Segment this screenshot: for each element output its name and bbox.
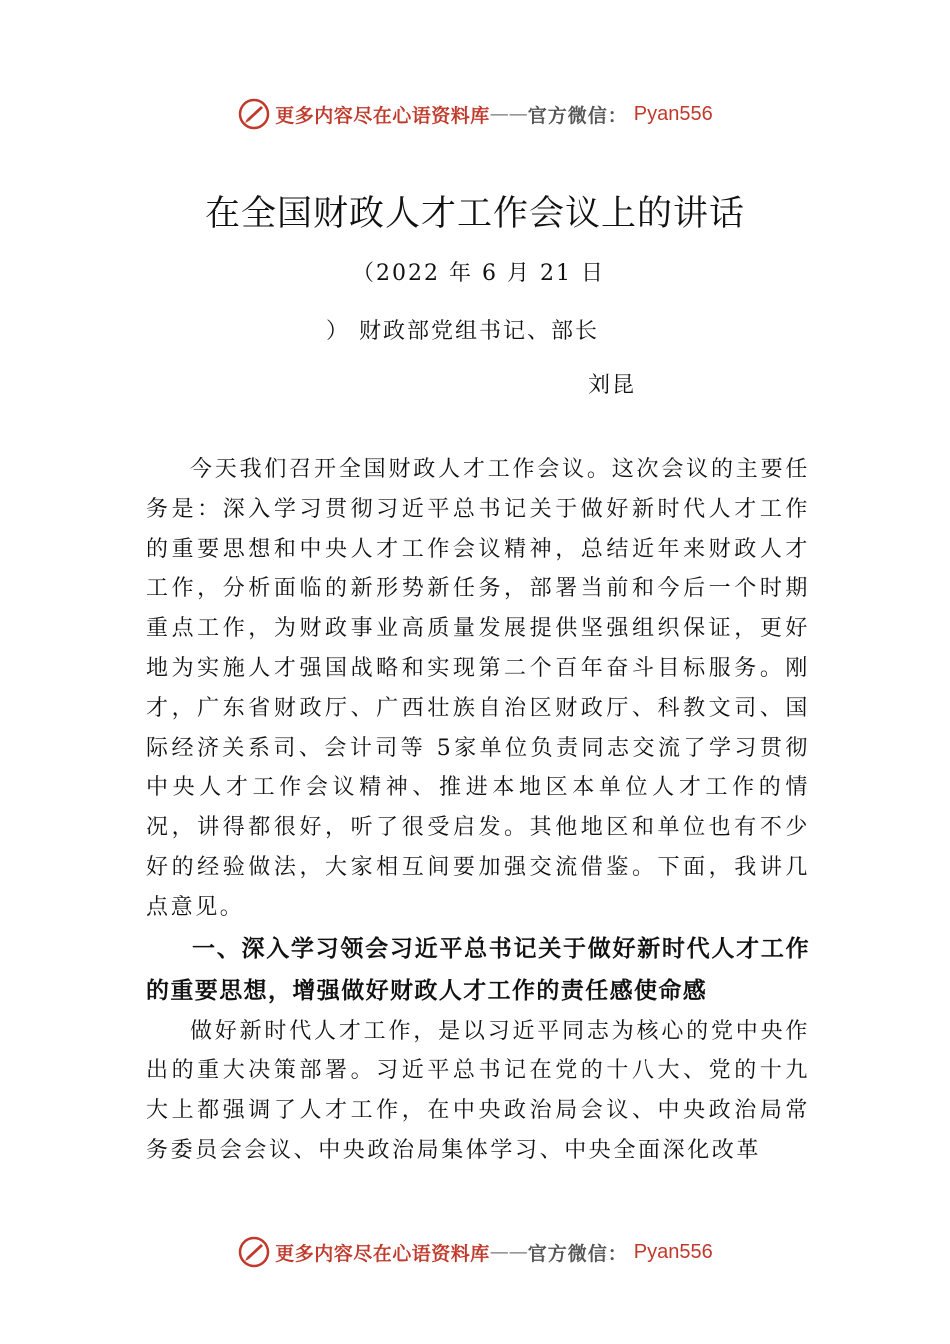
watermark-wechat-label: 官方微信： xyxy=(527,104,628,127)
document-role-line: ） 财政部党组书记、部长 xyxy=(326,319,599,344)
body-paragraph-1: 今天我们召开全国财政人才工作会议。这次会议的主要任务是：深入学习贯彻习近平总书记关于做好新时代人才工作的重要思想和中央人才工作会议精神，总结近年来财政人才工作，分析面临的新形势新任务，部署当前和今后一个时期重点工作，为财政事业高质量发展提供坚强组织保证，更好地为实施人才强国战略和实现第二个百年奋斗目标服务。刚才，广东省财政厅、广西壮族自治区财政厅、科教文司、国际经济关系司、会计司等 5家单位负责同志交流了学习贯彻中央人才工作会议精神、推进本地区本单位人才工作的情况，讲得都很好，听了很受启发。其他地区和单位也有不少好的经验做法，大家相互间要加强交流借鉴。下面，我讲几点意见。 xyxy=(146,457,810,920)
body-paragraph-2: 做好新时代人才工作，是以习近平同志为核心的党中央作出的重大决策部署。习近平总书记在党的十八大、党的十九大上都强调了人才工作，在中央政治局会议、中央政治局常务委员会会议、中央政治局集体学习、中央全面深化改革 xyxy=(146,1018,810,1163)
watermark-separator: —— xyxy=(489,103,528,125)
watermark-logo-icon xyxy=(237,97,271,131)
watermark-wechat-id: Pyan556 xyxy=(633,102,713,125)
document-speaker: 刘昆 xyxy=(588,373,637,398)
section-heading-1: 一、深入学习领会习近平总书记关于做好新时代人才工作的重要思想，增强做好财政人才工作的责任感使命感 xyxy=(146,935,810,1004)
watermark-logo-icon xyxy=(237,1235,271,1269)
watermark-banner-top xyxy=(0,94,950,134)
watermark-wechat-id: Pyan556 xyxy=(633,1240,713,1263)
watermark-wechat-label: 官方微信： xyxy=(527,1242,628,1265)
watermark-main-text: 更多内容尽在心语资料库 xyxy=(275,104,490,127)
watermark-banner-bottom xyxy=(0,1232,950,1272)
watermark-main-text: 更多内容尽在心语资料库 xyxy=(275,1242,490,1265)
watermark-separator: —— xyxy=(489,1241,528,1263)
document-body xyxy=(146,450,810,1171)
document-title: 在全国财政人才工作会议上的讲话 xyxy=(204,194,745,234)
document-date-line: （2022 年 6 月 21 日 xyxy=(352,261,605,286)
